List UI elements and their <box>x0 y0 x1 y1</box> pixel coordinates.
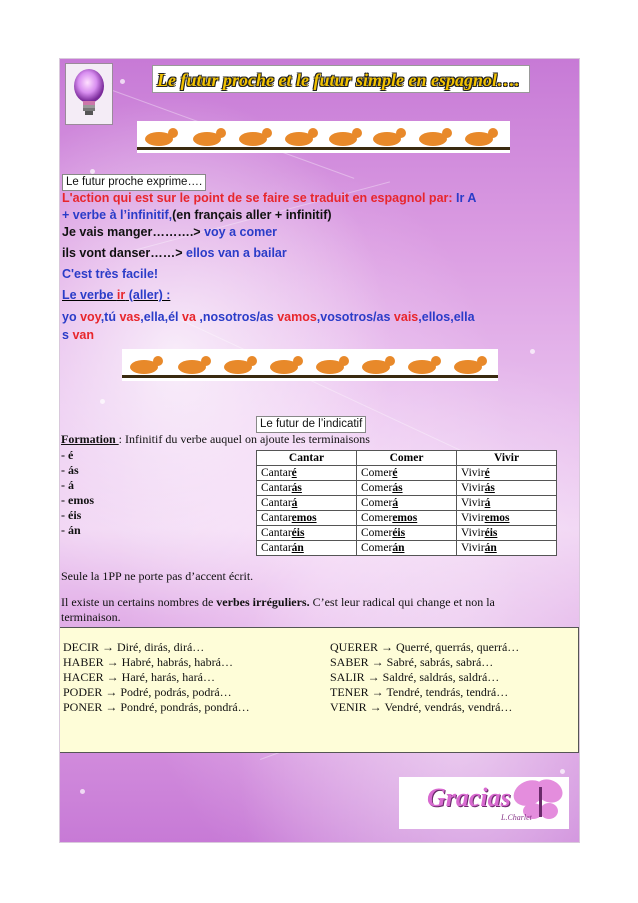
note-irregular-cont: terminaison. <box>61 610 121 624</box>
table-cell <box>257 511 357 526</box>
verb-stem: Vivir <box>461 467 485 479</box>
ir-form-segment: ,vosotros/as <box>316 310 394 324</box>
irregular-verb: QUERER → Querré, querrás, querrá… <box>330 640 520 654</box>
verb-ending: ás <box>291 482 302 494</box>
ir-conjugation-line-2 <box>62 327 94 344</box>
ending-item: - án <box>61 523 81 537</box>
table-header-row <box>257 451 557 466</box>
signature: L.Charlet <box>501 813 532 822</box>
verb-ending: éis <box>291 527 305 539</box>
irregular-verb: HACER → Haré, harás, hará… <box>63 670 215 684</box>
verb-stem: Cantar <box>261 542 292 554</box>
table-row <box>257 481 557 496</box>
lightbulb-icon <box>66 64 112 124</box>
table-row <box>257 541 557 556</box>
ir-form-segment: yo <box>62 310 81 324</box>
table-cell <box>357 541 457 556</box>
decor-sparkle <box>560 769 565 774</box>
table-cell <box>257 526 357 541</box>
verb-stem: Cantar <box>261 467 292 479</box>
ir-form-segment: voy <box>80 310 101 324</box>
verb-stem: Vivir <box>461 497 485 509</box>
table-header-cell: Vivir <box>457 451 557 466</box>
ending-item: - emos <box>61 493 94 507</box>
table-row <box>257 466 557 481</box>
table-cell <box>457 541 557 556</box>
ending-item: - éis <box>61 508 82 522</box>
verb-ending: éis <box>484 527 498 539</box>
verb-stem: Cantar <box>261 482 292 494</box>
verb-stem: Vivir <box>461 542 485 554</box>
table-cell <box>457 466 557 481</box>
note-accent: Seule la 1PP ne porte pas d’accent écrit. <box>61 569 254 583</box>
table-header-cell: Cantar <box>257 451 357 466</box>
ir-form-segment: vais <box>393 310 419 324</box>
verb-stem: Cantar <box>261 527 292 539</box>
verb-ending: éis <box>392 527 406 539</box>
intro-label: Le futur proche exprime…. <box>62 174 206 191</box>
rat-row-icon <box>137 121 510 153</box>
table-cell <box>257 481 357 496</box>
irregular-verbs-box <box>59 627 579 753</box>
table-row <box>257 511 557 526</box>
verb-ending: án <box>291 542 304 554</box>
intro-line-1: L'action qui est sur le point de se faire se traduit en espagnol par: Ir A <box>62 191 477 205</box>
verb-ending: á <box>291 497 298 509</box>
page-title: Le futur proche et le futur simple en espagnol…. <box>152 65 530 93</box>
document-page <box>59 58 580 843</box>
verb-ending: án <box>392 542 405 554</box>
table-cell <box>357 526 457 541</box>
ir-form-segment: vamos <box>277 310 317 324</box>
ending-item: - á <box>61 478 74 492</box>
ir-conjugation-line-1 <box>62 309 475 326</box>
verb-ending: é <box>484 467 490 479</box>
intro-line-4: ils vont danser……> ellos van a bailar <box>62 246 287 260</box>
table-cell <box>257 541 357 556</box>
table-cell <box>457 496 557 511</box>
verb-stem: Comer <box>361 542 393 554</box>
table-row <box>257 526 557 541</box>
gracias-text: Gracias <box>427 783 511 812</box>
ending-item: - ás <box>61 463 79 477</box>
irregular-verb: SALIR → Saldré, saldrás, saldrá… <box>330 670 500 684</box>
irregular-verb: PONER → Pondré, pondrás, pondrá… <box>63 700 250 714</box>
verb-stem: Vivir <box>461 482 485 494</box>
decor-sparkle <box>100 399 105 404</box>
verb-stem: Comer <box>361 482 393 494</box>
table-cell <box>257 496 357 511</box>
table-cell <box>357 481 457 496</box>
intro-line-5: C'est très facile! <box>62 267 159 281</box>
rat-banner-image <box>122 349 498 381</box>
irregular-verb: PODER → Podré, podrás, podrá… <box>63 685 232 699</box>
rat-banner-image <box>137 121 510 153</box>
ir-form-segment: ,tú <box>100 310 120 324</box>
ir-form-segment: va <box>182 310 196 324</box>
ir-form-segment: s <box>62 328 73 342</box>
table-cell <box>357 496 457 511</box>
decor-sparkle <box>120 79 125 84</box>
irregular-verb: SABER → Sabré, sabrás, sabrá… <box>330 655 494 669</box>
verb-ending: é <box>291 467 297 479</box>
ir-form-segment: van <box>72 328 94 342</box>
verb-stem: Comer <box>361 512 393 524</box>
verb-ending: á <box>392 497 399 509</box>
table-cell <box>357 511 457 526</box>
table-cell <box>457 526 557 541</box>
ir-form-segment: ,ella,él <box>140 310 182 324</box>
verb-ending: ás <box>484 482 495 494</box>
verb-stem: Comer <box>361 527 393 539</box>
ir-form-segment: ,ellos,ella <box>418 310 475 324</box>
verb-ending: emos <box>291 512 317 524</box>
ir-form-segment: ,nosotros/as <box>195 310 278 324</box>
verb-stem: Comer <box>361 467 393 479</box>
conjugation-table <box>256 450 557 556</box>
verb-ending: é <box>392 467 398 479</box>
table-header-cell: Comer <box>357 451 457 466</box>
verb-ending: emos <box>392 512 418 524</box>
irregular-verb: DECIR → Diré, dirás, dirá… <box>63 640 205 654</box>
verb-stem: Vivir <box>461 512 485 524</box>
lightbulb-image <box>65 63 113 125</box>
intro-line-2: + verbe à l’infinitif,(en français aller + infinitif) <box>62 208 332 222</box>
table-cell <box>357 466 457 481</box>
formation-line: Formation : Infinitif du verbe auquel on ajoute les terminaisons <box>61 432 370 446</box>
verb-stem: Cantar <box>261 497 292 509</box>
ir-form-segment: vas <box>119 310 141 324</box>
rat-row-icon <box>122 349 498 381</box>
verb-ending: án <box>484 542 497 554</box>
verb-ending: ás <box>392 482 403 494</box>
decor-sparkle <box>80 789 85 794</box>
verb-ending: á <box>484 497 491 509</box>
irregular-verb: VENIR → Vendré, vendrás, vendrá… <box>330 700 513 714</box>
verb-ending: emos <box>484 512 510 524</box>
table-cell <box>457 511 557 526</box>
ending-item: - é <box>61 448 74 462</box>
table-cell <box>457 481 557 496</box>
verb-stem: Cantar <box>261 512 292 524</box>
table-row <box>257 496 557 511</box>
decor-sparkle <box>530 349 535 354</box>
irregular-verb: TENER → Tendré, tendrás, tendrá… <box>330 685 509 699</box>
intro-line-6: Le verbe ir (aller) : <box>62 288 171 302</box>
verb-stem: Vivir <box>461 527 485 539</box>
irregular-verb: HABER → Habré, habrás, habrá… <box>63 655 233 669</box>
note-irregular: Il existe un certains nombres de verbes irréguliers. C’est leur radical qui change et non la <box>61 595 495 609</box>
verb-stem: Comer <box>361 497 393 509</box>
gracias-image <box>399 777 569 829</box>
table-cell <box>257 466 357 481</box>
intro-line-3: Je vais manger……….> voy a comer <box>62 225 278 239</box>
futur-label: Le futur de l’indicatif <box>256 416 366 433</box>
